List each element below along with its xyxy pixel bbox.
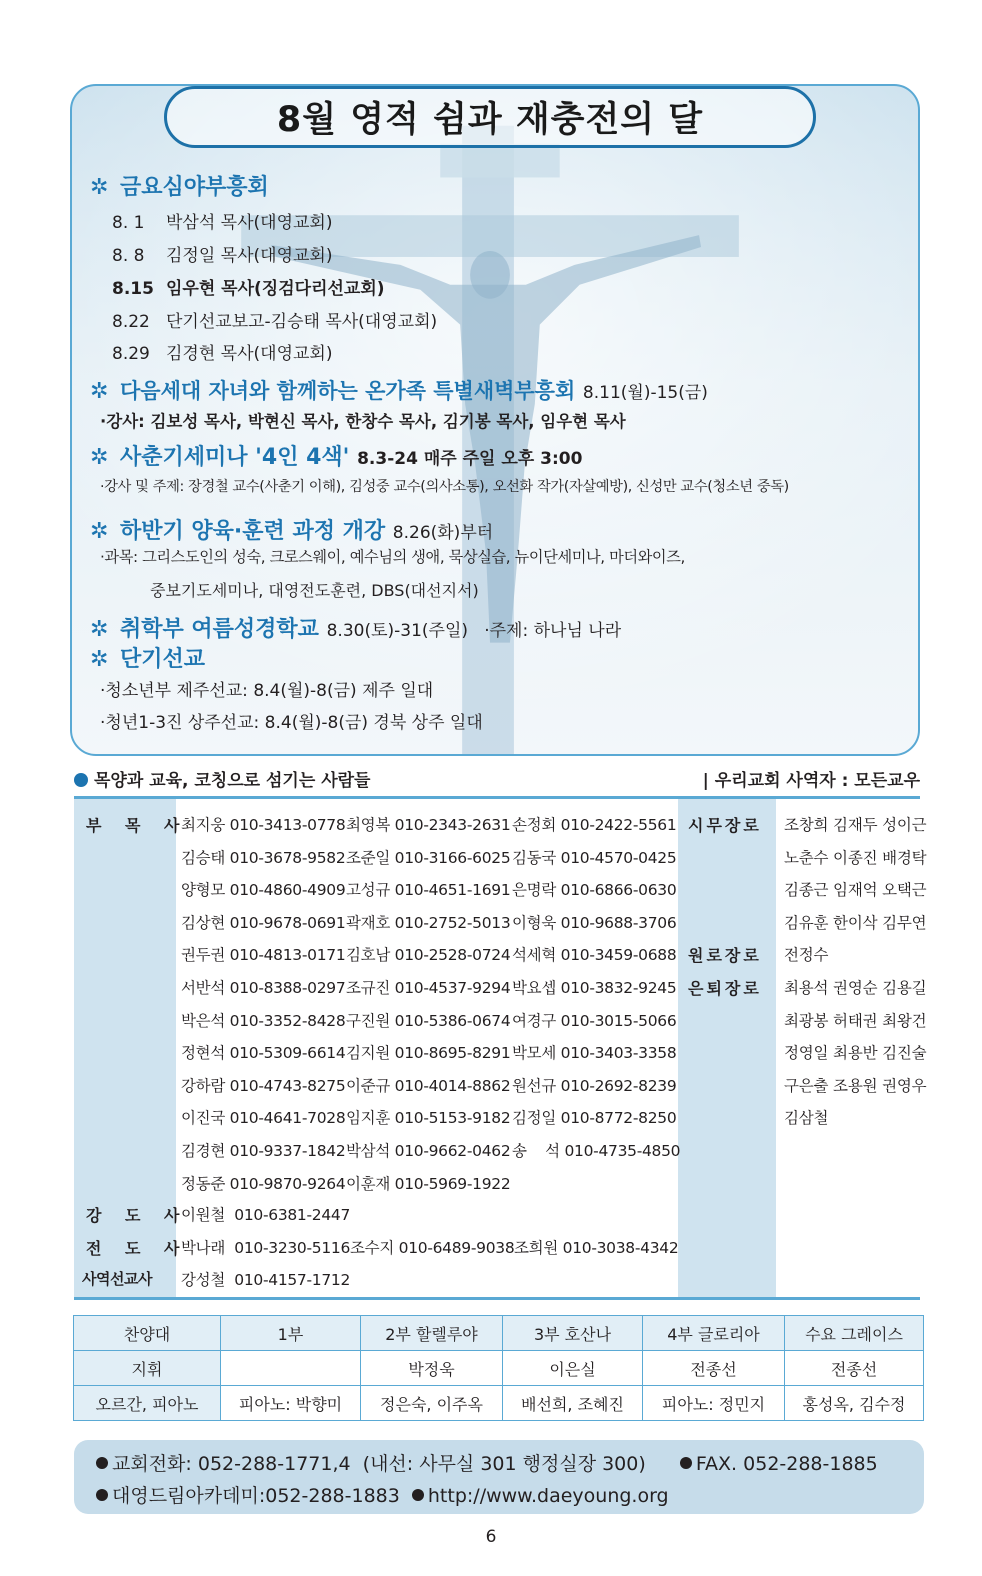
academy-phone: 대영드림아카데미:052-288-1883 (112, 1485, 400, 1507)
pastor-contact: 이형욱 010-9688-3706 (512, 913, 677, 932)
seminar-heading: ✲ 사춘기세미나 '4인 4색' 8.3-24 매주 주일 오후 3:00 (90, 445, 583, 470)
pastor-contact: 임지훈 010-5153-9182 (346, 1109, 511, 1128)
retired-elder-names: 김삼철 (784, 1109, 829, 1128)
table-header-row (74, 1316, 924, 1351)
mission-heading: ✲ 단기선교 (90, 647, 206, 672)
friday-item-2: 8. 8 김정일 목사(대영교회) (112, 246, 333, 266)
website-link[interactable]: http://www.daeyoung.org (427, 1485, 669, 1507)
evangelist-contact: 박나래 010-3230-5116 (181, 1239, 351, 1257)
pastor-contact: 박요셉 010-3832-9245 (512, 979, 677, 997)
pastor-contact: 원선규 010-2692-8239 (512, 1076, 677, 1095)
training-subjects: ·과목: 그리스도인의 성숙, 크로스웨이, 예수님의 생애, 묵상실습, 뉴이단세미나, 마더와이즈, (100, 548, 685, 566)
bullet-icon (96, 1457, 108, 1469)
seminar-speakers: ·강사 및 주제: 장경철 교수(사춘기 이해), 김성중 교수(의사소통), 오선화 작가(자살예방), 신성만 교수(청소년 중독) (100, 479, 789, 495)
contact-line-1 (96, 1449, 878, 1476)
bullet-icon (74, 773, 88, 787)
friday-revival-heading: ✲ 금요심야부흥회 (90, 175, 269, 200)
table-cell: 전종선 (643, 1351, 785, 1386)
active-elder-names: 조창희 김재두 성이근 (784, 816, 927, 834)
pastor-contact: 이준규 010-4014-8862 (346, 1076, 511, 1095)
table-cell: 박정욱 (361, 1351, 503, 1386)
church-phone: 교회전화: 052-288-1771,4 (내선: 사무실 301 행정실장 300) (112, 1453, 646, 1475)
pastor-contact: 서반석 010-8388-0297 (181, 979, 346, 997)
table-cell: 지휘 (74, 1351, 221, 1386)
retired-elder-names: 최광봉 허태권 최왕건 (784, 1011, 927, 1030)
dawn-revival-heading: ✲ 다음세대 자녀와 함께하는 온가족 특별새벽부흥회 8.11(월)-15(금) (90, 379, 708, 404)
pastor-contact: 은명락 010-6866-0630 (512, 881, 677, 900)
table-cell: 피아노: 박향미 (221, 1386, 361, 1421)
pastor-contact: 김지원 010-8695-8291 (346, 1044, 511, 1063)
role-honorary-elder: 원로장로 (688, 946, 762, 965)
table-header-cell: 찬양대 (74, 1316, 221, 1351)
evangelist-contact: 조희원 010-3038-4342 (514, 1239, 679, 1257)
flower-star-icon: ✲ (90, 379, 109, 404)
pastor-contact: 최지웅 010-3413-0778 (181, 816, 346, 834)
pastor-contact: 김호남 010-2528-0724 (346, 946, 511, 965)
table-cell: 배선희, 조혜진 (503, 1386, 643, 1421)
table-cell (221, 1351, 361, 1386)
people-section-header: 목양과 교육, 코칭으로 섬기는 사람들 (74, 766, 370, 791)
pastor-contact: 박삼석 010-9662-0462 (346, 1142, 511, 1160)
pastor-contact: 박모세 010-3403-3358 (512, 1044, 677, 1063)
table-header-cell: 2부 할렐루야 (361, 1316, 503, 1351)
role-missionary: 사역선교사 (82, 1270, 152, 1288)
pastor-contact: 여경구 010-3015-5066 (512, 1011, 677, 1030)
role-retired-elder: 은퇴장로 (688, 979, 762, 998)
pastor-contact: 이진국 010-4641-7028 (181, 1109, 346, 1128)
contact-box (74, 1440, 924, 1514)
lecturer-contact: 이원철 010-6381-2447 (181, 1206, 351, 1224)
bullet-icon (680, 1457, 692, 1469)
flower-star-icon: ✲ (90, 519, 109, 544)
active-elder-names: 노춘수 이종진 배경탁 (784, 848, 927, 867)
role-lecturer: 강 도 사 (86, 1206, 189, 1225)
flower-star-icon: ✲ (90, 175, 109, 200)
page-title: 8월 영적 쉼과 재충전의 달 (164, 86, 816, 148)
role-active-elder: 시무장로 (688, 816, 762, 835)
role-evangelist: 전 도 사 (86, 1239, 189, 1258)
training-subjects-cont: 중보기도세미나, 대영전도훈련, DBS(대선지서) (150, 581, 479, 600)
flower-star-icon: ✲ (90, 445, 109, 470)
choir-table (73, 1315, 924, 1421)
fax-number: FAX. 052-288-1885 (695, 1453, 878, 1475)
pastor-contact: 김상현 010-9678-0691 (181, 913, 346, 932)
pastor-contact: 손정회 010-2422-5561 (512, 816, 677, 834)
retired-elder-names: 정영일 최용반 김진술 (784, 1044, 927, 1063)
pastor-contact: 박은석 010-3352-8428 (181, 1011, 346, 1030)
ministers-note: | 우리교회 사역자 : 모든교우 (702, 771, 920, 791)
honorary-elder-names: 전정수 (784, 946, 829, 964)
friday-item-1: 8. 1 박삼석 목사(대영교회) (112, 213, 333, 233)
divider (74, 796, 920, 799)
dawn-speakers: ·강사: 김보성 목사, 박현신 목사, 한창수 목사, 김기봉 목사, 임우현 목사 (100, 412, 626, 431)
table-header-cell: 3부 호산나 (503, 1316, 643, 1351)
pastor-contact: 양형모 010-4860-4909 (181, 881, 346, 900)
pastor-contact: 구진원 010-5386-0674 (346, 1011, 511, 1030)
pastor-contact: 김승태 010-3678-9582 (181, 848, 346, 867)
pastor-contact: 정동준 010-9870-9264 (181, 1174, 346, 1193)
pastor-contact: 석세혁 010-3459-0688 (512, 946, 677, 965)
role-associate-pastor: 부 목 사 (86, 816, 189, 835)
pastor-contact: 조규진 010-4537-9294 (346, 979, 511, 997)
table-cell: 이은실 (503, 1351, 643, 1386)
bullet-icon (96, 1489, 108, 1501)
table-header-cell: 4부 글로리아 (643, 1316, 785, 1351)
flower-star-icon: ✲ (90, 647, 109, 672)
active-elder-names: 김종근 임재억 오택근 (784, 881, 927, 900)
pastor-contact: 김경현 010-9337-1842 (181, 1142, 346, 1160)
pastor-contact: 최영복 010-2343-2631 (346, 816, 511, 834)
training-heading: ✲ 하반기 양육·훈련 과정 개강 8.26(화)부터 (90, 519, 494, 544)
pastor-contact: 정현석 010-5309-6614 (181, 1044, 346, 1063)
friday-item-3: 8.15 임우현 목사(징검다리선교회) (112, 279, 385, 299)
divider (74, 1297, 920, 1300)
flower-star-icon: ✲ (90, 617, 109, 642)
mission-youth: ·청소년부 제주선교: 8.4(월)-8(금) 제주 일대 (100, 681, 434, 701)
pastor-contact: 김동국 010-4570-0425 (512, 848, 677, 867)
table-row (74, 1351, 924, 1386)
table-cell: 홍성옥, 김수정 (785, 1386, 924, 1421)
table-header-cell: 1부 (221, 1316, 361, 1351)
mission-young-adults: ·청년1-3진 상주선교: 8.4(월)-8(금) 경북 상주 일대 (100, 713, 483, 733)
page-number: 6 (485, 1527, 497, 1547)
pastor-contact: 조준일 010-3166-6025 (346, 848, 511, 867)
evangelist-contact: 조수지 010-6489-9038 (350, 1239, 515, 1257)
retired-elder-names: 구은출 조용원 권영우 (784, 1076, 927, 1095)
pastor-contact: 고성규 010-4651-1691 (346, 881, 511, 900)
friday-item-5: 8.29 김경현 목사(대영교회) (112, 344, 333, 364)
table-header-cell: 수요 그레이스 (785, 1316, 924, 1351)
friday-item-4: 8.22 단기선교보고-김승태 목사(대영교회) (112, 312, 438, 332)
pastor-contact: 곽재호 010-2752-5013 (346, 913, 511, 932)
active-elder-names: 김유훈 한이삭 김무연 (784, 913, 927, 932)
pastor-contact: 강하람 010-4743-8275 (181, 1076, 346, 1095)
role-column-right (678, 799, 776, 1297)
pastor-contact: 권두권 010-4813-0171 (181, 946, 346, 965)
table-cell: 정은숙, 이주옥 (361, 1386, 503, 1421)
table-row (74, 1386, 924, 1421)
table-cell: 오르간, 피아노 (74, 1386, 221, 1421)
pastor-contact: 이훈재 010-5969-1922 (346, 1174, 511, 1193)
bullet-icon (412, 1489, 424, 1501)
missionary-contact: 강성철 010-4157-1712 (181, 1271, 351, 1289)
table-cell: 전종선 (785, 1351, 924, 1386)
vbs-heading: ✲ 취학부 여름성경학교 8.30(토)-31(주일) ·주제: 하나님 나라 (90, 617, 622, 642)
pastor-contact: 송 석 010-4735-4850 (512, 1142, 681, 1160)
retired-elder-names: 최용석 권영순 김용길 (784, 979, 927, 997)
contact-line-2 (96, 1481, 669, 1508)
table-cell: 피아노: 정민지 (643, 1386, 785, 1421)
pastor-contact: 김정일 010-8772-8250 (512, 1109, 677, 1128)
